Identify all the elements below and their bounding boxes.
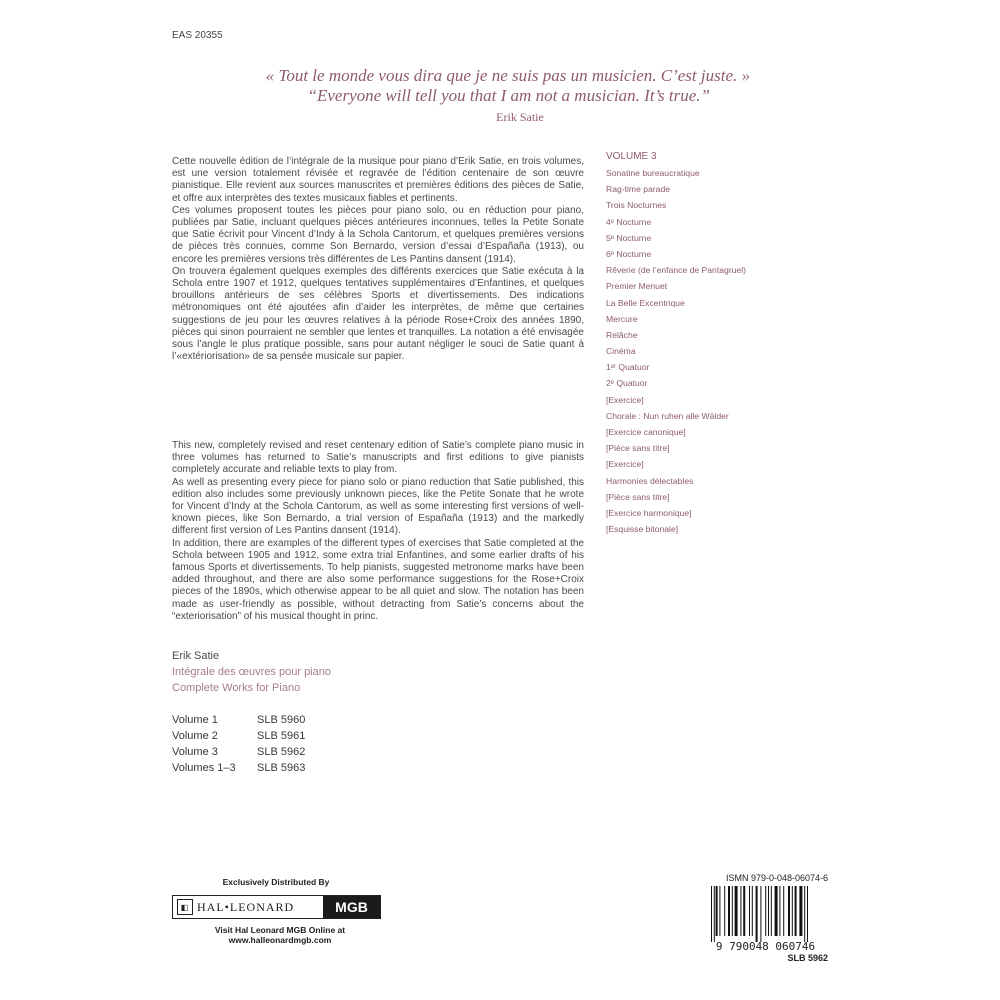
barcode-bar bbox=[749, 886, 750, 936]
volume-item: Chorale : Nun ruhen alle Wälder bbox=[606, 410, 729, 421]
barcode-bar bbox=[779, 886, 780, 936]
volume-item: Relâche bbox=[606, 329, 638, 340]
english-paragraph: In addition, there are examples of the different types of exercises that Satie completed at the Schola between 1905 and 1912, some extra trial Enfantines, and some earlier drafts of his famous Sports et divertissements. To help pianists, suggested metronome marks have been added throughout, and there are also some performance suggestions for the Rose+Croix pieces of the 1890s, which otherwise appear to be all quiet and slow. The notation has been made as user-friendly as possible, without detracting from Satie’s concerns about the “exteriorisation” of his musical thought in princ. bbox=[172, 537, 584, 622]
barcode-bar bbox=[783, 886, 784, 936]
barcode-bar bbox=[804, 886, 805, 942]
barcode-bar bbox=[752, 886, 753, 936]
volume-item: La Belle Excentrique bbox=[606, 297, 685, 308]
barcode-bar bbox=[799, 886, 802, 936]
volume-item: 4ᵉ Nocturne bbox=[606, 216, 652, 227]
barcode-number: 9 790048 060746 bbox=[715, 940, 816, 953]
barcode-bar bbox=[807, 886, 808, 942]
series-title-fr: Intégrale des œuvres pour piano bbox=[172, 666, 331, 678]
volume-code: SLB 5962 bbox=[257, 746, 306, 758]
barcode-bar bbox=[765, 886, 766, 936]
quote-author: Erik Satie bbox=[496, 110, 544, 124]
barcode-bar bbox=[760, 886, 761, 942]
volume-item: [Exercice] bbox=[606, 459, 644, 470]
logo-left-text: HAL•LEONARD bbox=[197, 899, 295, 914]
barcode-bar bbox=[743, 886, 745, 936]
barcode-bar bbox=[732, 886, 733, 936]
volume-item: Premier Menuet bbox=[606, 281, 668, 292]
volume-item: [Exercice harmonique] bbox=[606, 507, 692, 518]
volume-name: Volumes 1–3 bbox=[172, 762, 236, 774]
volume-item: 5ᵉ Nocturne bbox=[606, 232, 652, 243]
hal-leonard-mark-icon: ◧ bbox=[177, 899, 193, 915]
barcode-bar bbox=[714, 886, 715, 942]
barcode-bar bbox=[728, 886, 730, 936]
edition-code: EAS 20355 bbox=[172, 30, 223, 41]
series-author: Erik Satie bbox=[172, 650, 220, 662]
volume-row bbox=[172, 712, 305, 728]
volume-item: Mercure bbox=[606, 313, 638, 324]
barcode-block bbox=[703, 873, 828, 963]
volume-item: [Exercice canonique] bbox=[606, 427, 686, 437]
volume-item: 2ᵉ Quatuor bbox=[606, 378, 648, 389]
volume-code: SLB 5961 bbox=[257, 730, 306, 742]
volume-item: Rag-time parade bbox=[606, 184, 671, 195]
volume-row bbox=[172, 760, 305, 776]
barcode-bar bbox=[735, 886, 738, 936]
volume-item: 1ᵉʳ Quatuor bbox=[606, 362, 650, 373]
english-description bbox=[172, 440, 584, 623]
volume-item: [Exercice] bbox=[606, 394, 644, 405]
barcode-bar bbox=[711, 886, 712, 942]
barcode-bar bbox=[719, 886, 720, 936]
barcode-bar bbox=[716, 886, 718, 936]
barcode-bar bbox=[740, 886, 741, 936]
barcode-bar bbox=[771, 886, 772, 936]
website-url: www.halleonardmgb.com bbox=[228, 935, 332, 945]
volume-code: SLB 5963 bbox=[257, 762, 306, 774]
mgb-logo: MGB bbox=[323, 896, 380, 918]
hal-leonard-mgb-logo bbox=[172, 895, 381, 919]
volume-item: [Pièce sans titre] bbox=[606, 443, 670, 454]
volume-item: Harmonies délectables bbox=[606, 475, 694, 486]
volume-item: 6ᵉ Nocturne bbox=[606, 248, 652, 259]
volume-heading: VOLUME 3 bbox=[606, 151, 657, 162]
volume-item: [Pièce sans titre] bbox=[606, 491, 670, 502]
barcode bbox=[703, 886, 828, 942]
volume-item: Cinéma bbox=[606, 346, 636, 357]
volume-items bbox=[606, 165, 746, 537]
french-paragraph: Cette nouvelle édition de l’intégrale de la musique pour piano d’Erik Satie, en trois volumes, est une version totalement révisée et regravée de l’édition centenaire de son œuvre pianistique. Elle revient aux sources manuscrites et premières éditions des pièces de Satie, et offre aux interprètes des textes musicaux fiables et pertinents. bbox=[172, 156, 584, 204]
series-title-en: Complete Works for Piano bbox=[172, 682, 301, 694]
distribution-label: Exclusively Distributed By bbox=[222, 877, 330, 887]
barcode-bar bbox=[768, 886, 769, 936]
visit-line: Visit Hal Leonard MGB Online at bbox=[214, 925, 346, 935]
barcode-bar bbox=[775, 886, 778, 936]
barcode-bar bbox=[756, 886, 758, 942]
english-paragraph: This new, completely revised and reset centenary edition of Satie’s complete piano music in three volumes has returned to Satie’s manuscripts and first editions to give pianists completely accurate and reliable texts to play from. bbox=[172, 440, 584, 476]
barcode-bar bbox=[724, 886, 725, 936]
volume-row bbox=[172, 728, 305, 744]
volume-item: Rêverie (de l’enfance de Pantagruel) bbox=[606, 265, 746, 276]
volume-item: Trois Nocturnes bbox=[606, 200, 667, 211]
volume-code: SLB 5960 bbox=[257, 714, 306, 726]
barcode-bar bbox=[795, 886, 797, 936]
volume-name: Volume 3 bbox=[172, 746, 218, 758]
series-info bbox=[172, 648, 331, 696]
volume-name: Volume 2 bbox=[172, 730, 218, 742]
barcode-bar bbox=[788, 886, 790, 936]
hal-leonard-logo bbox=[173, 896, 323, 918]
french-paragraph: Ces volumes proposent toutes les pièces pour piano solo, ou en réduction pour piano, publiées par Satie, incluant quelques pièces antérieures inconnues, telles la Petite Sonate que Satie écrivit pour Vincent d’Indy à la Schola Cantorum, et quelques premières versions de pièces très connues, comme Son Bernardo, version d’essai d’Españaña (1913), ou encore les premières versions très différentes de Les Pantins dansent (1914). bbox=[172, 204, 584, 265]
french-description bbox=[172, 156, 584, 363]
volume-item: [Esquisse bitonale] bbox=[606, 524, 679, 535]
volume-contents bbox=[606, 151, 746, 537]
english-paragraph: As well as presenting every piece for piano solo or piano reduction that Satie published, this edition also includes some previously unknown pieces, like the Petite Sonate that he wrote for Vincent d’Indy at the Schola Cantorum, as well as some interesting first versions of well-known pieces, like Son Bernardo, a trial version of Españaña (1913) and the markedly different first version of Les Pantins dansent (1914). bbox=[172, 476, 584, 537]
website-info bbox=[210, 925, 350, 945]
quote-french: « Tout le monde vous dira que je ne suis pas un musicien. C’est juste. » bbox=[265, 66, 750, 85]
barcode-bar bbox=[792, 886, 793, 936]
volume-item: Sonatine bureaucratique bbox=[606, 168, 700, 178]
volume-catalog bbox=[172, 712, 305, 776]
quote-english: “Everyone will tell you that I am not a musician. It’s true.” bbox=[307, 86, 710, 105]
volume-row bbox=[172, 744, 305, 760]
catalog-number: SLB 5962 bbox=[787, 953, 828, 963]
french-paragraph: On trouvera également quelques exemples des différents exercices que Satie exécuta à la Schola entre 1907 et 1912, quelques tentatives supplémentaires d’Enfantines, et quelques brouillons antérieurs de ses célèbres Sports et divertissements. Des indications métronomiques ont été ajoutées afin d’aider les interprètes, de même que certaines suggestions de jeu pour les œuvres relatives à la période Rose+Croix des années 1890, pièces qui sinon pourraient ne sembler que lentes et tranquilles. La notation a été envisagée sous l’angle le plus pratique possible, sans pour autant négliger le souci de Satie quant à l’«extériorisation» de sa pensée musicale sur papier. bbox=[172, 265, 584, 363]
isbn-text: ISMN 979-0-048-06074-6 bbox=[725, 873, 828, 883]
volume-name: Volume 1 bbox=[172, 714, 218, 726]
